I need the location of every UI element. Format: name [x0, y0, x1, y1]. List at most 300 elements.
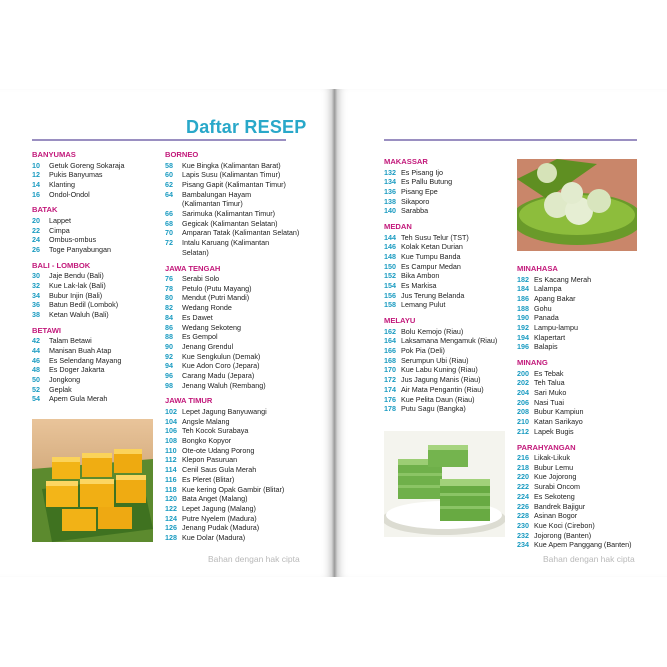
page-number: 222: [517, 482, 529, 492]
recipe-entry: [165, 455, 299, 465]
recipe-name: Selatan): [182, 247, 209, 257]
recipe-entry: [517, 333, 632, 343]
recipe-entry: [517, 275, 632, 285]
recipe-name: Kolak Ketan Durian: [401, 242, 463, 252]
recipe-name: Es Sekoteng: [534, 491, 575, 501]
recipe-entry: [384, 395, 497, 405]
recipe-section: [517, 443, 632, 551]
page-number: 148: [384, 251, 396, 261]
page-number: 164: [384, 336, 396, 346]
recipe-name: Likak-Likuk: [534, 453, 570, 463]
recipe-entry: [32, 346, 125, 356]
recipe-name: Pisang Epe: [401, 186, 438, 196]
recipe-name: Laksamana Mengamuk (Riau): [401, 336, 498, 346]
recipe-section: [384, 157, 497, 216]
recipe-entry: [165, 504, 299, 514]
page-number: 70: [165, 228, 173, 238]
section-heading: BETAWI: [32, 325, 61, 335]
recipe-entry: [32, 356, 125, 366]
page-number: 118: [165, 484, 177, 494]
watermark-right: Bahan dengan hak cipta: [543, 554, 635, 564]
page-number: 206: [517, 397, 529, 407]
recipe-name: Jaje Bendu (Bali): [49, 271, 104, 281]
recipe-entry: [32, 271, 125, 281]
recipe-name: Kue Dolar (Madura): [182, 533, 246, 543]
recipe-entry: [165, 436, 299, 446]
recipe-column-right-2: [517, 264, 632, 556]
page-number: 48: [32, 365, 40, 375]
page-number: 114: [165, 465, 177, 475]
page-number: 44: [32, 345, 40, 355]
recipe-column-right-1: [384, 157, 497, 420]
recipe-name: Jus Terung Belanda: [401, 290, 465, 300]
page-number: 64: [165, 189, 173, 199]
recipe-name: Amparan Tatak (Kalimantan Selatan): [182, 228, 300, 238]
page-number: 144: [384, 232, 396, 242]
page-number: 86: [165, 322, 173, 332]
page-number: 110: [165, 445, 177, 455]
page-number: 94: [165, 361, 173, 371]
recipe-name: Jongkong: [49, 374, 81, 384]
recipe-entry: [165, 293, 299, 303]
recipe-name: Klepon Pasuruan: [182, 455, 238, 465]
recipe-entry: [517, 407, 632, 417]
recipe-name: Pisang Gapit (Kalimantan Timur): [182, 179, 286, 189]
recipe-name: Wedang Ronde: [182, 303, 232, 313]
recipe-name: Kue Pelita Daun (Riau): [401, 394, 475, 404]
recipe-name: Klapertart: [534, 332, 566, 342]
recipe-name: Pukis Banyumas: [49, 170, 103, 180]
recipe-entry: [384, 300, 497, 310]
page-number: 162: [384, 326, 396, 336]
page-number: 52: [32, 384, 40, 394]
recipe-name: Surabi Oncom: [534, 482, 580, 492]
recipe-name: Manisan Buah Atap: [49, 345, 112, 355]
recipe-entry: [384, 262, 497, 272]
recipe-entry: [32, 190, 125, 200]
recipe-name: Es Kacang Merah: [534, 274, 592, 284]
recipe-entry: [165, 209, 299, 219]
page-number: 116: [165, 474, 177, 484]
page-number: 12: [32, 170, 40, 180]
page-number: 26: [32, 244, 40, 254]
recipe-entry: [32, 170, 125, 180]
recipe-name: Lappet: [49, 215, 71, 225]
page-number: 150: [384, 261, 396, 271]
recipe-entry: [384, 356, 497, 366]
page-number: 88: [165, 332, 173, 342]
page-number: 154: [384, 281, 396, 291]
page-number: 82: [165, 303, 173, 313]
recipe-entry: [165, 417, 299, 427]
recipe-name: Kue Lak-lak (Bali): [49, 280, 106, 290]
left-page: [0, 89, 332, 577]
page-number: 232: [517, 530, 529, 540]
page-number: 106: [165, 426, 177, 436]
recipe-name: Katan Sarikayo: [534, 417, 583, 427]
recipe-entry: [32, 291, 125, 301]
recipe-entry: [32, 365, 125, 375]
recipe-entry: [165, 219, 299, 229]
recipe-entry: [165, 313, 299, 323]
recipe-name: Es Gempol: [182, 332, 218, 342]
recipe-name: Bongko Kopyor: [182, 436, 232, 446]
page-number: 78: [165, 283, 173, 293]
page-number: 210: [517, 417, 529, 427]
recipe-section: [165, 150, 299, 258]
page-number: 108: [165, 436, 177, 446]
section-heading: MINAHASA: [517, 264, 558, 273]
recipe-name: Kue Bingka (Kalimantan Barat): [182, 160, 281, 170]
page-number: 20: [32, 215, 40, 225]
recipe-name: Es Pleret (Blitar): [182, 474, 235, 484]
page-number: 10: [32, 160, 40, 170]
page-number: 126: [165, 523, 177, 533]
recipe-entry: [165, 465, 299, 475]
recipe-section: [32, 326, 125, 404]
page-number: 218: [517, 462, 529, 472]
page-number: 158: [384, 300, 396, 310]
watermark-left: Bahan dengan hak cipta: [208, 554, 300, 564]
recipe-name: Es Pisang Ijo: [401, 167, 443, 177]
recipe-entry: [165, 446, 299, 456]
recipe-entry: [384, 233, 497, 243]
recipe-name: Kue Labu Kuning (Riau): [401, 365, 478, 375]
recipe-entry: [517, 463, 632, 473]
recipe-name: Lemang Pulut: [401, 300, 446, 310]
recipe-entry: [165, 274, 299, 284]
recipe-name: Es Dawet: [182, 312, 213, 322]
recipe-name: Talam Betawi: [49, 336, 92, 346]
recipe-entry: [165, 475, 299, 485]
page-number: 234: [517, 540, 529, 550]
recipe-entry: [517, 492, 632, 502]
recipe-entry: [517, 313, 632, 323]
recipe-name: Mendut (Putri Mandi): [182, 293, 250, 303]
recipe-entry: [517, 294, 632, 304]
recipe-name: Gohu: [534, 303, 552, 313]
recipe-entry: [384, 168, 497, 178]
page-number: 202: [517, 378, 529, 388]
recipe-entry: [384, 365, 497, 375]
recipe-name: Kue Apem Panggang (Banten): [534, 540, 632, 550]
page-number: 60: [165, 170, 173, 180]
recipe-name: Lepet Jagung (Malang): [182, 504, 256, 513]
recipe-name: Es Tebak: [534, 368, 564, 378]
recipe-entry: [165, 180, 299, 190]
page-number: 54: [32, 394, 40, 404]
page-number: 228: [517, 511, 529, 521]
page-number: 66: [165, 209, 173, 219]
recipe-name: Es Campur Medan: [401, 261, 461, 271]
page-number: 204: [517, 388, 529, 398]
recipe-entry: [384, 375, 497, 385]
page-number: 36: [32, 300, 40, 310]
page-number: 132: [384, 167, 396, 177]
page-number: 84: [165, 312, 173, 322]
recipe-name: Ombus-ombus: [49, 235, 97, 245]
page-number: 102: [165, 406, 177, 416]
recipe-entry: [517, 417, 632, 427]
recipe-entry: [517, 511, 632, 521]
recipe-name: Lepet Jagung Banyuwangi: [182, 406, 267, 416]
recipe-name: Es Selendang Mayang: [49, 355, 122, 365]
section-heading: MAKASSAR: [384, 157, 428, 166]
recipe-name: Teh Kocok Surabaya: [182, 426, 249, 436]
recipe-section: [165, 264, 299, 391]
recipe-name: Lapek Bugis: [534, 426, 574, 436]
recipe-section: [165, 396, 299, 542]
recipe-name: Putu Sagu (Bangka): [401, 404, 466, 414]
recipe-section: [517, 264, 632, 352]
page-number: 136: [384, 186, 396, 196]
recipe-column-left-2: [165, 150, 299, 549]
recipe-entry: [384, 271, 497, 281]
recipe-entry: [165, 485, 299, 495]
recipe-entry: [165, 342, 299, 352]
section-heading: BORNEO: [165, 150, 199, 159]
section-heading: MINANG: [517, 358, 548, 368]
recipe-entry: [517, 482, 632, 492]
page-number: 112: [165, 455, 177, 465]
recipe-entry: [384, 252, 497, 262]
page-number: 46: [32, 355, 40, 365]
section-heading: JAWA TENGAH: [165, 263, 221, 273]
page-number: 200: [517, 368, 529, 378]
recipe-name: Sikaporo: [401, 196, 430, 206]
page-number: 170: [384, 365, 396, 375]
recipe-entry: [517, 304, 632, 314]
recipe-column-left-1: [32, 150, 125, 410]
recipe-entry: [384, 346, 497, 356]
page-number: 80: [165, 293, 173, 303]
recipe-name: Carang Madu (Jepara): [182, 371, 255, 381]
page-number: 98: [165, 380, 173, 390]
recipe-entry: [165, 371, 299, 381]
page-number: 16: [32, 189, 40, 199]
recipe-entry: [517, 398, 632, 408]
recipe-section: [384, 316, 497, 414]
recipe-section: [32, 205, 125, 254]
recipe-name: Bandrek Bajigur: [534, 501, 586, 511]
recipe-name: Teh Susu Telur (TST): [401, 232, 469, 242]
recipe-entry: [165, 190, 299, 200]
recipe-entry: [384, 281, 497, 291]
recipe-name: Kue kering Opak Gambir (Blitar): [182, 484, 285, 494]
recipe-entry: [165, 228, 299, 238]
recipe-entry: [384, 197, 497, 207]
page-number: 212: [517, 426, 529, 436]
page-number: [165, 248, 182, 258]
recipe-section: [32, 261, 125, 320]
section-heading: PARAHYANGAN: [517, 442, 576, 452]
recipe-name: Intalu Karuang (Kalimantan: [182, 238, 270, 248]
recipe-entry: [384, 291, 497, 301]
page-number: 76: [165, 274, 173, 284]
recipe-entry: [32, 226, 125, 236]
page-number: 224: [517, 491, 529, 501]
recipe-entry: [32, 310, 125, 320]
page-number: 62: [165, 179, 173, 189]
recipe-entry: [32, 161, 125, 171]
recipe-name: Panada: [534, 313, 559, 323]
page-number: 230: [517, 520, 529, 530]
recipe-entry: [517, 342, 632, 352]
recipe-name: Es Markisa: [401, 281, 437, 291]
page-number: 182: [517, 274, 529, 284]
recipe-name: Ondol-Ondol: [49, 189, 90, 199]
recipe-entry: [384, 385, 497, 395]
page-number: 122: [165, 504, 177, 513]
page-number: 50: [32, 374, 40, 384]
page-number: 22: [32, 225, 40, 235]
recipe-name: Jojorong (Banten): [534, 530, 592, 540]
recipe-entry: [517, 378, 632, 388]
page-number: 14: [32, 179, 40, 189]
page-number: 166: [384, 346, 396, 356]
recipe-entry: [32, 235, 125, 245]
page-number: 178: [384, 404, 396, 414]
page-number: 24: [32, 235, 40, 245]
recipe-name: Kue Sengkulun (Demak): [182, 351, 261, 361]
recipe-entry: [165, 352, 299, 362]
recipe-entry: [384, 177, 497, 187]
page-number: 42: [32, 336, 40, 346]
recipe-entry: [165, 161, 299, 171]
recipe-entry: [32, 394, 125, 404]
recipe-name: Lalampa: [534, 284, 562, 294]
page-number: 172: [384, 375, 396, 385]
recipe-name: Kue Koci (Cirebon): [534, 520, 595, 530]
recipe-name: Jus Jagung Manis (Riau): [401, 375, 481, 385]
recipe-name: Sari Muko: [534, 388, 567, 398]
recipe-name: Bubur Kampiun: [534, 407, 584, 417]
page-number: 68: [165, 218, 173, 228]
section-heading: BALI - LOMBOK: [32, 260, 91, 270]
recipe-name: Jenang Pudak (Madura): [182, 523, 260, 533]
recipe-name: Teh Talua: [534, 378, 565, 388]
recipe-name: Kue Tumpu Banda: [401, 251, 461, 261]
recipe-name: Sarabba: [401, 206, 429, 216]
recipe-name: Klanting: [49, 179, 75, 189]
recipe-section: [517, 358, 632, 436]
recipe-entry: [32, 245, 125, 255]
recipe-entry: [165, 426, 299, 436]
recipe-entry: [165, 533, 299, 543]
section-heading: MELAYU: [384, 316, 416, 326]
page-number: 216: [517, 453, 529, 463]
page-number: 124: [165, 513, 177, 523]
page-number: 176: [384, 394, 396, 404]
recipe-name: Getuk Goreng Sokaraja: [49, 160, 125, 170]
recipe-entry: [32, 216, 125, 226]
recipe-entry: [165, 514, 299, 524]
recipe-entry: [165, 361, 299, 371]
recipe-entry: [165, 323, 299, 333]
page-number: 58: [165, 160, 173, 170]
recipe-section: [32, 150, 125, 199]
recipe-name: Es Pallu Butung: [401, 177, 453, 187]
recipe-entry: [165, 248, 299, 258]
recipe-entry: [165, 407, 299, 417]
recipe-entry: [517, 369, 632, 379]
recipe-name: Bolu Kemojo (Riau): [401, 326, 464, 336]
recipe-entry: [165, 303, 299, 313]
recipe-entry: [165, 284, 299, 294]
page-number: 226: [517, 501, 529, 511]
recipe-name: Serumpun Ubi (Riau): [401, 355, 469, 365]
recipe-name: Bubur Lemu: [534, 462, 574, 472]
recipe-entry: [517, 502, 632, 512]
top-rule-right: [384, 139, 637, 141]
recipe-name: Angsle Malang: [182, 416, 230, 426]
recipe-name: Bubur Injin (Bali): [49, 290, 103, 300]
page-number: 184: [517, 284, 529, 294]
recipe-name: Gegicak (Kalimantan Selatan): [182, 218, 278, 228]
kue-photo-right-top: [517, 159, 637, 251]
recipe-name: Bika Ambon: [401, 271, 440, 281]
page-number: 90: [165, 341, 173, 351]
recipe-entry: [517, 472, 632, 482]
recipe-entry: [32, 281, 125, 291]
recipe-name: Lampu-lampu: [534, 323, 578, 333]
page-number: 208: [517, 407, 529, 417]
recipe-name: Cimpa: [49, 225, 70, 235]
recipe-name: Putre Nyelem (Madura): [182, 513, 257, 523]
page-number: 32: [32, 280, 40, 290]
recipe-entry: [384, 327, 497, 337]
recipe-name: Apem Gula Merah: [49, 394, 108, 404]
recipe-name: Sarimuka (Kalimantan Timur): [182, 209, 276, 219]
recipe-name: Pok Pia (Deli): [401, 346, 445, 356]
section-heading: MEDAN: [384, 222, 412, 232]
recipe-name: Serabi Solo: [182, 274, 220, 284]
page-number: 186: [517, 293, 529, 303]
recipe-name: Batun Bedil (Lombok): [49, 300, 119, 310]
page-number: 34: [32, 290, 40, 300]
recipe-name: Kue Jojorong: [534, 472, 577, 482]
page-number: 156: [384, 290, 396, 300]
recipe-entry: [32, 385, 125, 395]
recipe-entry: [517, 453, 632, 463]
recipe-name: Air Mata Pengantin (Riau): [401, 384, 484, 394]
section-heading: JAWA TIMUR: [165, 396, 213, 406]
recipe-name: Es Doger Jakarta: [49, 365, 105, 375]
page-number: 194: [517, 332, 529, 342]
recipe-entry: [384, 404, 497, 414]
recipe-name: Asinan Bogor: [534, 511, 578, 521]
recipe-entry: [517, 531, 632, 541]
recipe-name: Ote-ote Udang Porong: [182, 445, 255, 455]
page-number: 140: [384, 206, 396, 216]
page-number: 72: [165, 238, 173, 248]
recipe-name: Cenil Saus Gula Merah: [182, 465, 257, 475]
recipe-entry: [384, 336, 497, 346]
recipe-entry: [32, 336, 125, 346]
recipe-name: Balapis: [534, 342, 558, 352]
page-number: 220: [517, 472, 529, 482]
recipe-entry: [517, 284, 632, 294]
recipe-entry: [165, 381, 299, 391]
recipe-name: (Kalimantan Timur): [182, 199, 243, 209]
page-number: 128: [165, 533, 177, 543]
recipe-entry: [165, 494, 299, 504]
cake-photo-left: [32, 419, 153, 542]
open-book: [0, 89, 667, 577]
recipe-entry: [165, 332, 299, 342]
recipe-entry: [32, 375, 125, 385]
recipe-entry: [165, 238, 299, 248]
